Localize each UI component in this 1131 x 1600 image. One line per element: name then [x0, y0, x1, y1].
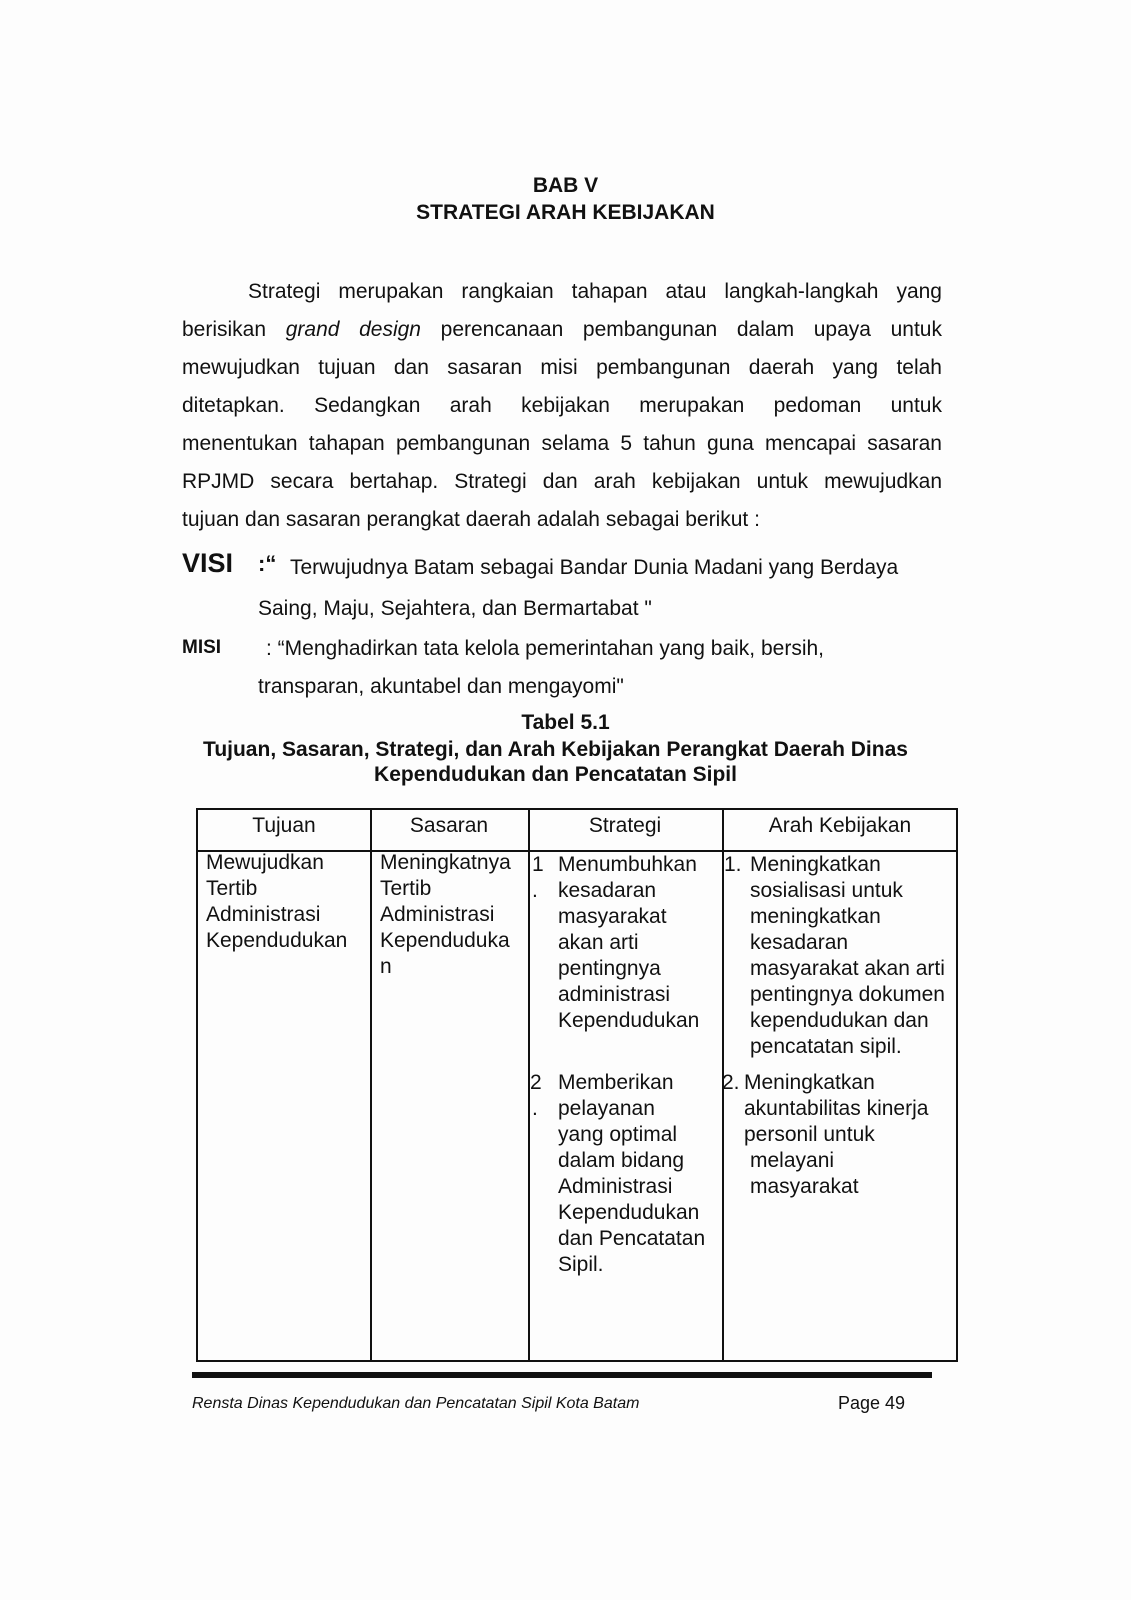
cell-line: pencatatan sipil.	[750, 1035, 902, 1058]
cell-line: Administrasi	[206, 903, 321, 926]
cell-line: Mewujudkan	[206, 851, 324, 874]
cell-line: Tertib	[380, 877, 432, 900]
cell-sasaran	[380, 850, 511, 980]
cell-line: Meningkatkan	[744, 1071, 875, 1094]
intro-line: berisikan grand design perencanaan pembangunan dalam upaya untuk	[182, 318, 942, 341]
cell-line: pelayanan	[558, 1097, 655, 1120]
intro-line: Strategi merupakan rangkaian tahapan atau langkah-langkah yang	[248, 280, 942, 303]
cell-line: Kependudukan	[206, 929, 348, 952]
chapter-label: BAB V	[532, 174, 599, 197]
visi-line-2: Saing, Maju, Sejahtera, dan Bermartabat "	[258, 597, 652, 620]
cell-line: Kependudukan	[558, 1201, 700, 1224]
misi-line-2: transparan, akuntabel dan mengayomi"	[258, 675, 624, 698]
strategi-number-dot: .	[532, 1097, 538, 1120]
table-caption-line-1: Tujuan, Sasaran, Strategi, dan Arah Kebijakan Perangkat Daerah Dinas	[203, 738, 908, 761]
visi-separator: :“	[258, 551, 277, 576]
strategi-number: 1	[532, 853, 544, 876]
intro-line: RPJMD secara bertahap. Strategi dan arah kebijakan untuk mewujudkan	[182, 470, 942, 493]
header-strategi: Strategi	[588, 814, 662, 837]
misi-line-1: : “Menghadirkan tata kelola pemerintahan yang baik, bersih,	[266, 637, 824, 660]
strategi-item-2	[558, 1070, 705, 1278]
intro-line: tujuan dan sasaran perangkat daerah adalah sebagai berikut :	[182, 508, 760, 531]
cell-line: pentingnya	[558, 957, 661, 980]
page-number: Page 49	[838, 1393, 906, 1413]
cell-line: administrasi	[558, 983, 671, 1006]
cell-line: Administrasi	[558, 1175, 673, 1198]
cell-line: melayani	[750, 1149, 835, 1172]
cell-line: n	[380, 955, 392, 978]
cell-line: akan arti	[558, 931, 639, 954]
cell-line: Menumbuhkan	[558, 853, 697, 876]
cell-line: yang optimal	[558, 1123, 678, 1146]
header-tujuan: Tujuan	[252, 814, 316, 837]
cell-line: Memberikan	[558, 1071, 674, 1094]
intro-line: mewujudkan tujuan dan sasaran misi pembangunan daerah yang telah	[182, 356, 942, 379]
cell-line: dan Pencatatan	[558, 1227, 706, 1250]
misi-label: MISI	[182, 637, 222, 658]
header-sasaran: Sasaran	[409, 814, 489, 837]
cell-line: Kependuduka	[380, 929, 510, 952]
footer-rule	[192, 1372, 932, 1378]
cell-line: masyarakat	[750, 1175, 859, 1198]
cell-line: Administrasi	[380, 903, 495, 926]
cell-line: Tertib	[206, 877, 258, 900]
column-divider	[370, 810, 372, 1360]
cell-line: sosialisasi untuk	[750, 879, 903, 902]
cell-line: Meningkatnya	[380, 851, 511, 874]
cell-line: masyarakat akan arti	[750, 957, 945, 980]
cell-line: meningkatkan	[750, 905, 881, 928]
chapter-title: STRATEGI ARAH KEBIJAKAN	[416, 201, 715, 224]
strategi-number: 2	[530, 1071, 542, 1094]
cell-line: kesadaran	[750, 931, 849, 954]
strategi-number-dot: .	[532, 879, 538, 902]
cell-line: Kependudukan	[558, 1009, 700, 1032]
arah-item-1	[750, 852, 945, 1060]
arah-item-2	[744, 1070, 928, 1200]
cell-line: pentingnya dokumen	[750, 983, 945, 1006]
cell-line: kependudukan dan	[750, 1009, 929, 1032]
cell-line: kesadaran	[558, 879, 657, 902]
table-caption-line-2: Kependudukan dan Pencatatan Sipil	[374, 763, 737, 786]
intro-line: ditetapkan. Sedangkan arah kebijakan merupakan pedoman untuk	[182, 394, 942, 417]
cell-tujuan	[206, 850, 347, 954]
arah-number: 1.	[724, 853, 742, 876]
arah-number: 2.	[722, 1071, 740, 1094]
intro-paragraph	[182, 273, 942, 539]
header-arah-kebijakan: Arah Kebijakan	[768, 814, 912, 837]
visi-label: VISI	[182, 548, 234, 578]
cell-line: personil untuk	[744, 1123, 875, 1146]
table-number: Tabel 5.1	[521, 711, 610, 734]
strategi-item-1	[558, 852, 699, 1034]
visi-line-1: Terwujudnya Batam sebagai Bandar Dunia Madani yang Berdaya	[290, 556, 899, 579]
cell-line: Sipil.	[558, 1253, 604, 1276]
cell-line: akuntabilitas kinerja	[744, 1097, 929, 1120]
intro-line: menentukan tahapan pembangunan selama 5 tahun guna mencapai sasaran	[182, 432, 942, 455]
strategy-table	[196, 808, 958, 1362]
footer-title: Rensta Dinas Kependudukan dan Pencatatan Sipil Kota Batam	[192, 1395, 640, 1412]
cell-line: dalam bidang	[558, 1149, 685, 1172]
cell-line: Meningkatkan	[750, 853, 881, 876]
cell-line: masyarakat	[558, 905, 667, 928]
